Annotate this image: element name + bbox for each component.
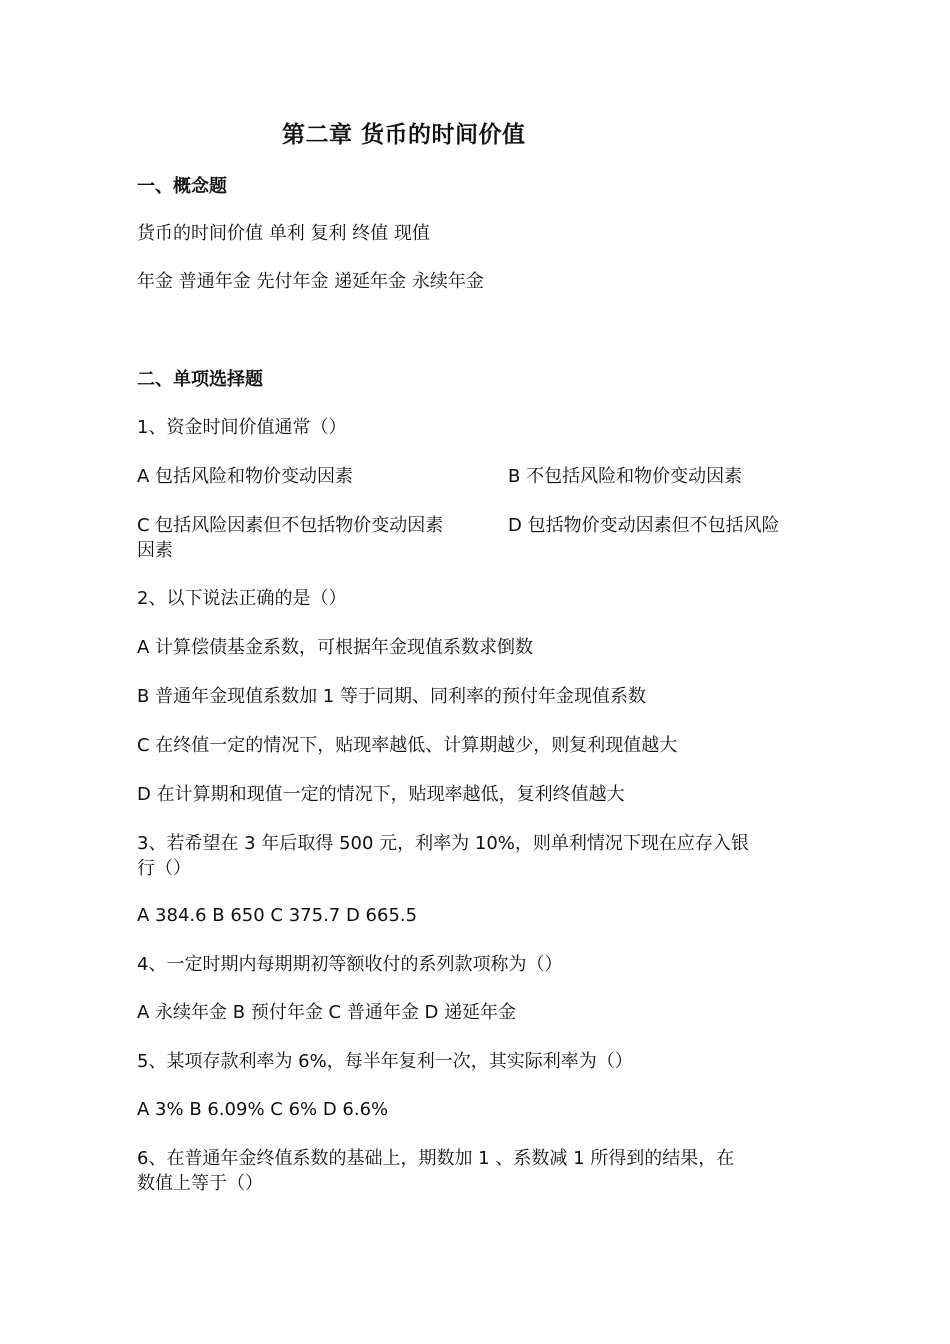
concept-terms-line-2: 年金 普通年金 先付年金 递延年金 永续年金	[137, 271, 484, 292]
question-3-stem-continued: 行（）	[137, 858, 191, 879]
question-1-option-a: A 包括风险和物价变动因素	[137, 466, 354, 487]
question-3-stem: 3、若希望在 3 年后取得 500 元，利率为 10%，则单利情况下现在应存入银	[137, 833, 749, 854]
section-heading-single-choice: 二、单项选择题	[137, 369, 263, 390]
question-1-option-c: C 包括风险因素但不包括物价变动因素	[137, 515, 444, 536]
question-2-stem: 2、以下说法正确的是（）	[137, 588, 347, 609]
question-2-option-a: A 计算偿债基金系数，可根据年金现值系数求倒数	[137, 637, 534, 658]
question-4-stem: 4、一定时期内每期期初等额收付的系列款项称为（）	[137, 954, 563, 975]
question-1-option-d: D 包括物价变动因素但不包括风险	[508, 515, 780, 536]
question-6-stem: 6、在普通年金终值系数的基础上，期数加 1 、系数减 1 所得到的结果，在	[137, 1148, 735, 1169]
concept-terms-line-1: 货币的时间价值 单利 复利 终值 现值	[137, 223, 430, 244]
question-1-stem: 1、资金时间价值通常（）	[137, 417, 347, 438]
question-6-stem-continued: 数值上等于（）	[137, 1173, 263, 1194]
chapter-title: 第二章 货币的时间价值	[282, 122, 526, 148]
section-heading-concepts: 一、概念题	[137, 176, 227, 197]
question-1-option-b: B 不包括风险和物价变动因素	[508, 466, 743, 487]
question-2-option-c: C 在终值一定的情况下，贴现率越低、计算期越少，则复利现值越大	[137, 735, 678, 756]
question-1-option-d-continued: 因素	[137, 540, 173, 561]
question-5-stem: 5、某项存款利率为 6%，每半年复利一次，其实际利率为（）	[137, 1051, 633, 1072]
question-2-option-b: B 普通年金现值系数加 1 等于同期、同利率的预付年金现值系数	[137, 686, 646, 707]
question-5-options: A 3% B 6.09% C 6% D 6.6%	[137, 1099, 389, 1120]
question-4-options: A 永续年金 B 预付年金 C 普通年金 D 递延年金	[137, 1002, 517, 1023]
question-3-options: A 384.6 B 650 C 375.7 D 665.5	[137, 905, 418, 926]
question-2-option-d: D 在计算期和现值一定的情况下，贴现率越低，复利终值越大	[137, 784, 625, 805]
